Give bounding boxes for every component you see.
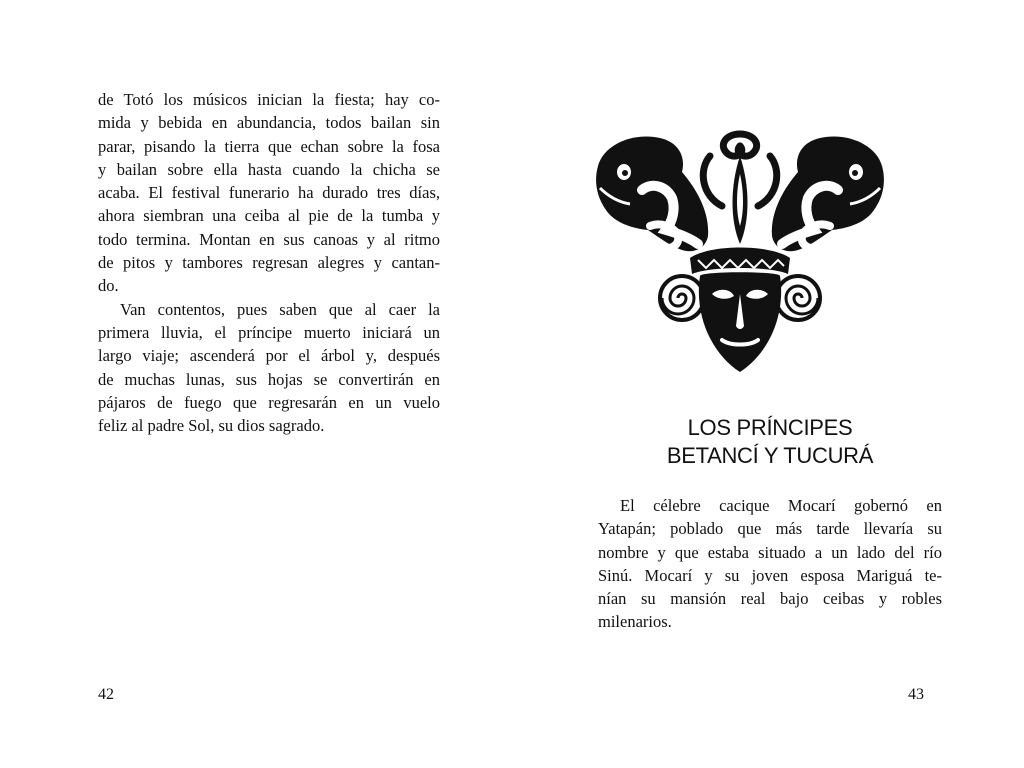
text-line: ahora siembran una ceiba al pie de la tumba y [98, 206, 440, 226]
paragraph [98, 88, 440, 298]
page-number: 43 [908, 686, 924, 703]
text-line: do. [98, 276, 119, 296]
text-line: primera lluvia, el príncipe muerto iniciará un [98, 322, 440, 342]
text-line: Van contentos, pues saben que al caer la [120, 299, 440, 319]
paragraph [598, 494, 942, 634]
text-line: todo termina. Montan en sus canoas y al ritmo [98, 229, 440, 249]
text-line: nombre y que estaba situado a un lado del río [598, 542, 942, 562]
chapter-title-line: BETANCÍ Y TUCURÁ [666, 443, 874, 468]
text-line: de muchas lunas, sus hojas se convertirán en [98, 369, 440, 389]
text-line: y bailan sobre ella hasta cuando la chicha se [98, 159, 440, 179]
text-line: acaba. El festival funerario ha durado tres días, [98, 183, 440, 203]
right-page-body [598, 494, 942, 634]
text-line: de Totó los músicos inician la fiesta; hay co- [98, 90, 440, 109]
chapter-title [598, 414, 942, 470]
page-number: 42 [98, 686, 114, 703]
text-line: de pitos y tambores regresan alegres y cantan- [98, 253, 440, 273]
text-line: parar, pisando la tierra que echan sobre la fosa [98, 136, 440, 156]
chapter-title-line: LOS PRÍNCIPES [687, 415, 853, 440]
text-line: El célebre cacique Mocarí gobernó en [620, 496, 942, 515]
right-page [512, 0, 1024, 768]
text-line: nían su mansión real bajo ceibas y robles [598, 589, 942, 609]
text-line: milenarios. [598, 612, 672, 632]
text-line: pájaros de fuego que regresarán en un vuelo [98, 392, 440, 412]
text-line: Yatapán; poblado que más tarde llevaría su [598, 519, 942, 539]
mask-illustration [590, 126, 890, 376]
paragraph [98, 298, 440, 438]
text-line: feliz al padre Sol, su dios sagrado. [98, 416, 325, 436]
text-line: Sinú. Mocarí y su joven esposa Mariguá te- [598, 565, 942, 585]
text-line: mida y bebida en abundancia, todos bailan sin [98, 113, 440, 133]
text-line: largo viaje; ascenderá por el árbol y, después [98, 346, 440, 366]
left-page-body [98, 88, 440, 437]
